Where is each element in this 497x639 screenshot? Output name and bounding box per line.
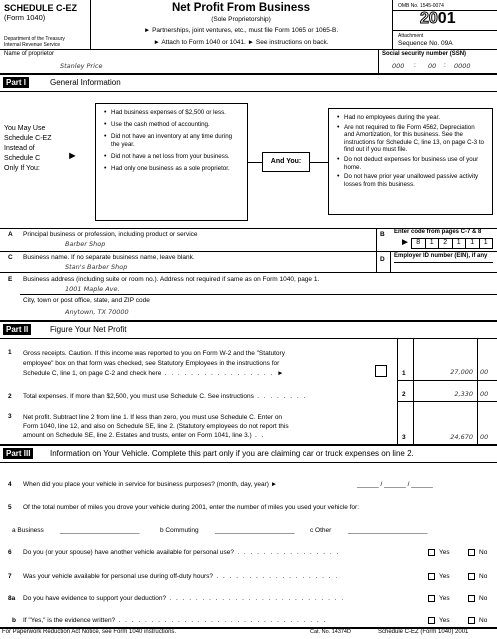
line-8a-no-checkbox[interactable] xyxy=(468,595,475,602)
line-3-box-label: 3 xyxy=(402,434,406,441)
line-c-letter: C xyxy=(8,254,13,261)
line-7-number: 7 xyxy=(8,573,12,580)
line-8b-number: b xyxy=(12,617,16,624)
line-5-number: 5 xyxy=(8,504,12,511)
line-5a-label: a Business xyxy=(12,527,44,534)
part1-title: General Information xyxy=(50,78,121,87)
line-4-number: 4 xyxy=(8,481,12,488)
part2-tag: Part II xyxy=(3,324,31,335)
ssn-part3[interactable]: 0000 xyxy=(454,62,471,70)
line-b-letter: B xyxy=(380,231,385,238)
department-label: Department of the Treasury xyxy=(4,36,65,42)
commuting-miles-field[interactable]: ______________________ xyxy=(215,527,295,534)
line-6-no-checkbox[interactable] xyxy=(468,549,475,556)
line-a-label: Principal business or profession, including product or service xyxy=(23,231,198,238)
business-miles-field[interactable]: ______________________ xyxy=(60,527,140,534)
line-7-no-checkbox[interactable] xyxy=(468,573,475,580)
line-8a-yes-checkbox[interactable] xyxy=(428,595,435,602)
business-address-field[interactable]: 1001 Maple Ave. xyxy=(65,285,120,293)
conditions-right-box: • Had no employees during the year. • Are not required to file Form 4562, Depreciation and Amortization, for this business. See the instructions for Schedule C, line 13, on page C-3 to find out if you must file. • Do not deduct expenses for business use of your home. • Do not have prior year unallowed passive activity losses from this business. xyxy=(328,108,493,215)
part3-title: Information on Your Vehicle. Complete this part only if you are claiming car or truck expenses on line 2. xyxy=(50,449,414,458)
line-d-letter: D xyxy=(380,256,385,263)
ssn-part2[interactable]: 00 xyxy=(428,62,437,70)
total-expenses-cents[interactable]: 00 xyxy=(480,390,489,398)
net-profit-cents[interactable]: 00 xyxy=(480,433,489,441)
line-5-text: Of the total number of miles you drove your vehicle during 2001, enter the number of miles you used your vehicle for: xyxy=(23,504,360,511)
line-5c-label: c Other xyxy=(310,527,332,534)
line-b-label: Enter code from pages C-7 & 8 xyxy=(394,229,482,235)
line-8b-yes-checkbox[interactable] xyxy=(428,617,435,624)
ein-field[interactable] xyxy=(394,262,493,271)
conditions-left-box: • Had business expenses of $2,500 or less. • Use the cash method of accounting. • Did not have an inventory at any time during the year. • Did not have a net loss from your business. • Had only one business as a sole proprietor. xyxy=(95,103,248,221)
net-profit-field[interactable]: 24,670 xyxy=(450,433,473,441)
line-6-number: 6 xyxy=(8,549,12,556)
line-8a-yes-label: Yes xyxy=(439,595,450,602)
vehicle-in-service-date-field[interactable]: ______ / ______ / ______ xyxy=(357,481,433,488)
line-7-yes-checkbox[interactable] xyxy=(428,573,435,580)
gross-receipts-cents[interactable]: 00 xyxy=(480,368,489,376)
sequence-number: Sequence No. 09A xyxy=(398,40,453,47)
footer-cat-number: Cat. No. 14374D xyxy=(310,629,351,635)
city-state-zip-field[interactable]: Anytown, TX 70000 xyxy=(65,308,129,316)
line-7-text: Was your vehicle available for personal use during off-duty hours? . . . . . . . . . . . . . . . . . . . xyxy=(23,573,339,580)
business-code-field[interactable]: 8 1 2 1 1 1 xyxy=(411,238,493,249)
footer-paperwork-notice: For Paperwork Reduction Act Notice, see Form 1040 instructions. xyxy=(2,629,177,635)
tax-year: 2001 xyxy=(420,10,456,27)
line-1-number: 1 xyxy=(8,349,12,356)
line-3-number: 3 xyxy=(8,413,12,420)
line-8a-number: 8a xyxy=(8,595,16,602)
form-subtitle: (Sole Proprietorship) xyxy=(211,16,271,23)
line-d-label: Employer ID number (EIN), if any xyxy=(394,253,488,259)
line-8b-text: If "Yes," is the evidence written? . . . . . . . . . . . . . . . . . . . . . . . . . . . . . . . . xyxy=(23,617,327,624)
line-8b-no-label: No xyxy=(479,617,488,624)
line-8a-no-label: No xyxy=(479,595,488,602)
line-4-text: When did you place your vehicle in service for business purposes? (month, day, year) ► xyxy=(23,481,278,488)
omb-number: OMB No. 1545-0074 xyxy=(398,3,444,9)
line-6-text: Do you (or your spouse) have another vehicle available for personal use? . . . . . . . . . . . . . . . . xyxy=(23,549,340,556)
line-8a-text: Do you have evidence to support your deduction? . . . . . . . . . . . . . . . . . . . . . . . . . . . xyxy=(23,595,345,602)
line-8b-no-checkbox[interactable] xyxy=(468,617,475,624)
line-6-yes-checkbox[interactable] xyxy=(428,549,435,556)
may-use-label: You May Use Schedule C-EZ Instead of Schedule C Only If You: xyxy=(4,125,52,172)
proprietor-name-field[interactable]: Stanley Price xyxy=(60,62,103,70)
instruction-partnerships: ► Partnerships, joint ventures, etc., must file Form 1065 or 1065-B. xyxy=(143,27,339,34)
line-e-letter: E xyxy=(8,276,13,283)
part1-tag: Part I xyxy=(3,77,29,88)
city-label: City, town or post office, state, and ZIP code xyxy=(23,297,150,304)
line-6-no-label: No xyxy=(479,549,488,556)
statutory-employee-checkbox[interactable] xyxy=(375,365,387,377)
attachment-label: Attachment xyxy=(398,33,424,39)
part2-title: Figure Your Net Profit xyxy=(50,325,127,334)
instruction-attach: ► Attach to Form 1040 or 1041. ► See instructions on back. xyxy=(153,39,329,46)
ssn-label: Social security number (SSN) xyxy=(382,51,467,57)
line-8b-yes-label: Yes xyxy=(439,617,450,624)
form-number: (Form 1040) xyxy=(4,13,46,22)
business-name-field[interactable]: Stan's Barber Shop xyxy=(65,263,128,271)
line-a-letter: A xyxy=(8,231,13,238)
line-5b-label: b Commuting xyxy=(160,527,199,534)
line-2-box-label: 2 xyxy=(402,391,406,398)
line-3-text: Net profit. Subtract line 2 from line 1. If less than zero, you must use Schedule C. Enter on Form 1040, line 12, and also on Schedule SE, line 2. (Statutory employees do not report this amount on Schedule SE, line 2. Estates and trusts, enter on Form 1041, line 3.) . . xyxy=(23,414,289,439)
line-7-yes-label: Yes xyxy=(439,573,450,580)
schedule-name: SCHEDULE C-EZ xyxy=(4,3,78,13)
irs-label: Internal Revenue Service xyxy=(4,42,61,48)
arrow-right-icon: ► xyxy=(400,237,410,248)
other-miles-field[interactable]: ______________________ xyxy=(348,527,428,534)
proprietor-label: Name of proprietor xyxy=(4,51,55,57)
line-6-yes-label: Yes xyxy=(439,549,450,556)
line-7-no-label: No xyxy=(479,573,488,580)
line-2-number: 2 xyxy=(8,393,12,400)
line-2-text: Total expenses. If more than $2,500, you must use Schedule C. See instructions . . . . . . . . xyxy=(23,393,307,400)
and-you-label: And You: xyxy=(262,152,310,172)
ssn-part1[interactable]: 000 xyxy=(392,62,405,70)
principal-business-field[interactable]: Barber Shop xyxy=(65,240,106,248)
footer-form-name: Schedule C-EZ (Form 1040) 2001 xyxy=(378,629,469,635)
arrow-right-icon: ► xyxy=(67,150,78,162)
line-1-text: Gross receipts. Caution. If this income was reported to you on Form W-2 and the "Statutory employee" box on that form was checked, see Statutory Employees in the instructions for Schedule C, line 1, on page C-2 and check here . . . . . . . . . . . . . . . . . ► xyxy=(23,350,285,377)
form-title: Net Profit From Business xyxy=(171,2,311,14)
gross-receipts-field[interactable]: 27,000 xyxy=(450,368,473,376)
line-c-label: Business name. If no separate business name, leave blank. xyxy=(23,254,195,261)
line-1-box-label: 1 xyxy=(402,370,406,377)
part3-tag: Part III xyxy=(3,448,33,459)
total-expenses-field[interactable]: 2,330 xyxy=(454,390,473,398)
line-e-label: Business address (including suite or room no.). Address not required if same as on Form 1040, page 1. xyxy=(23,276,320,283)
